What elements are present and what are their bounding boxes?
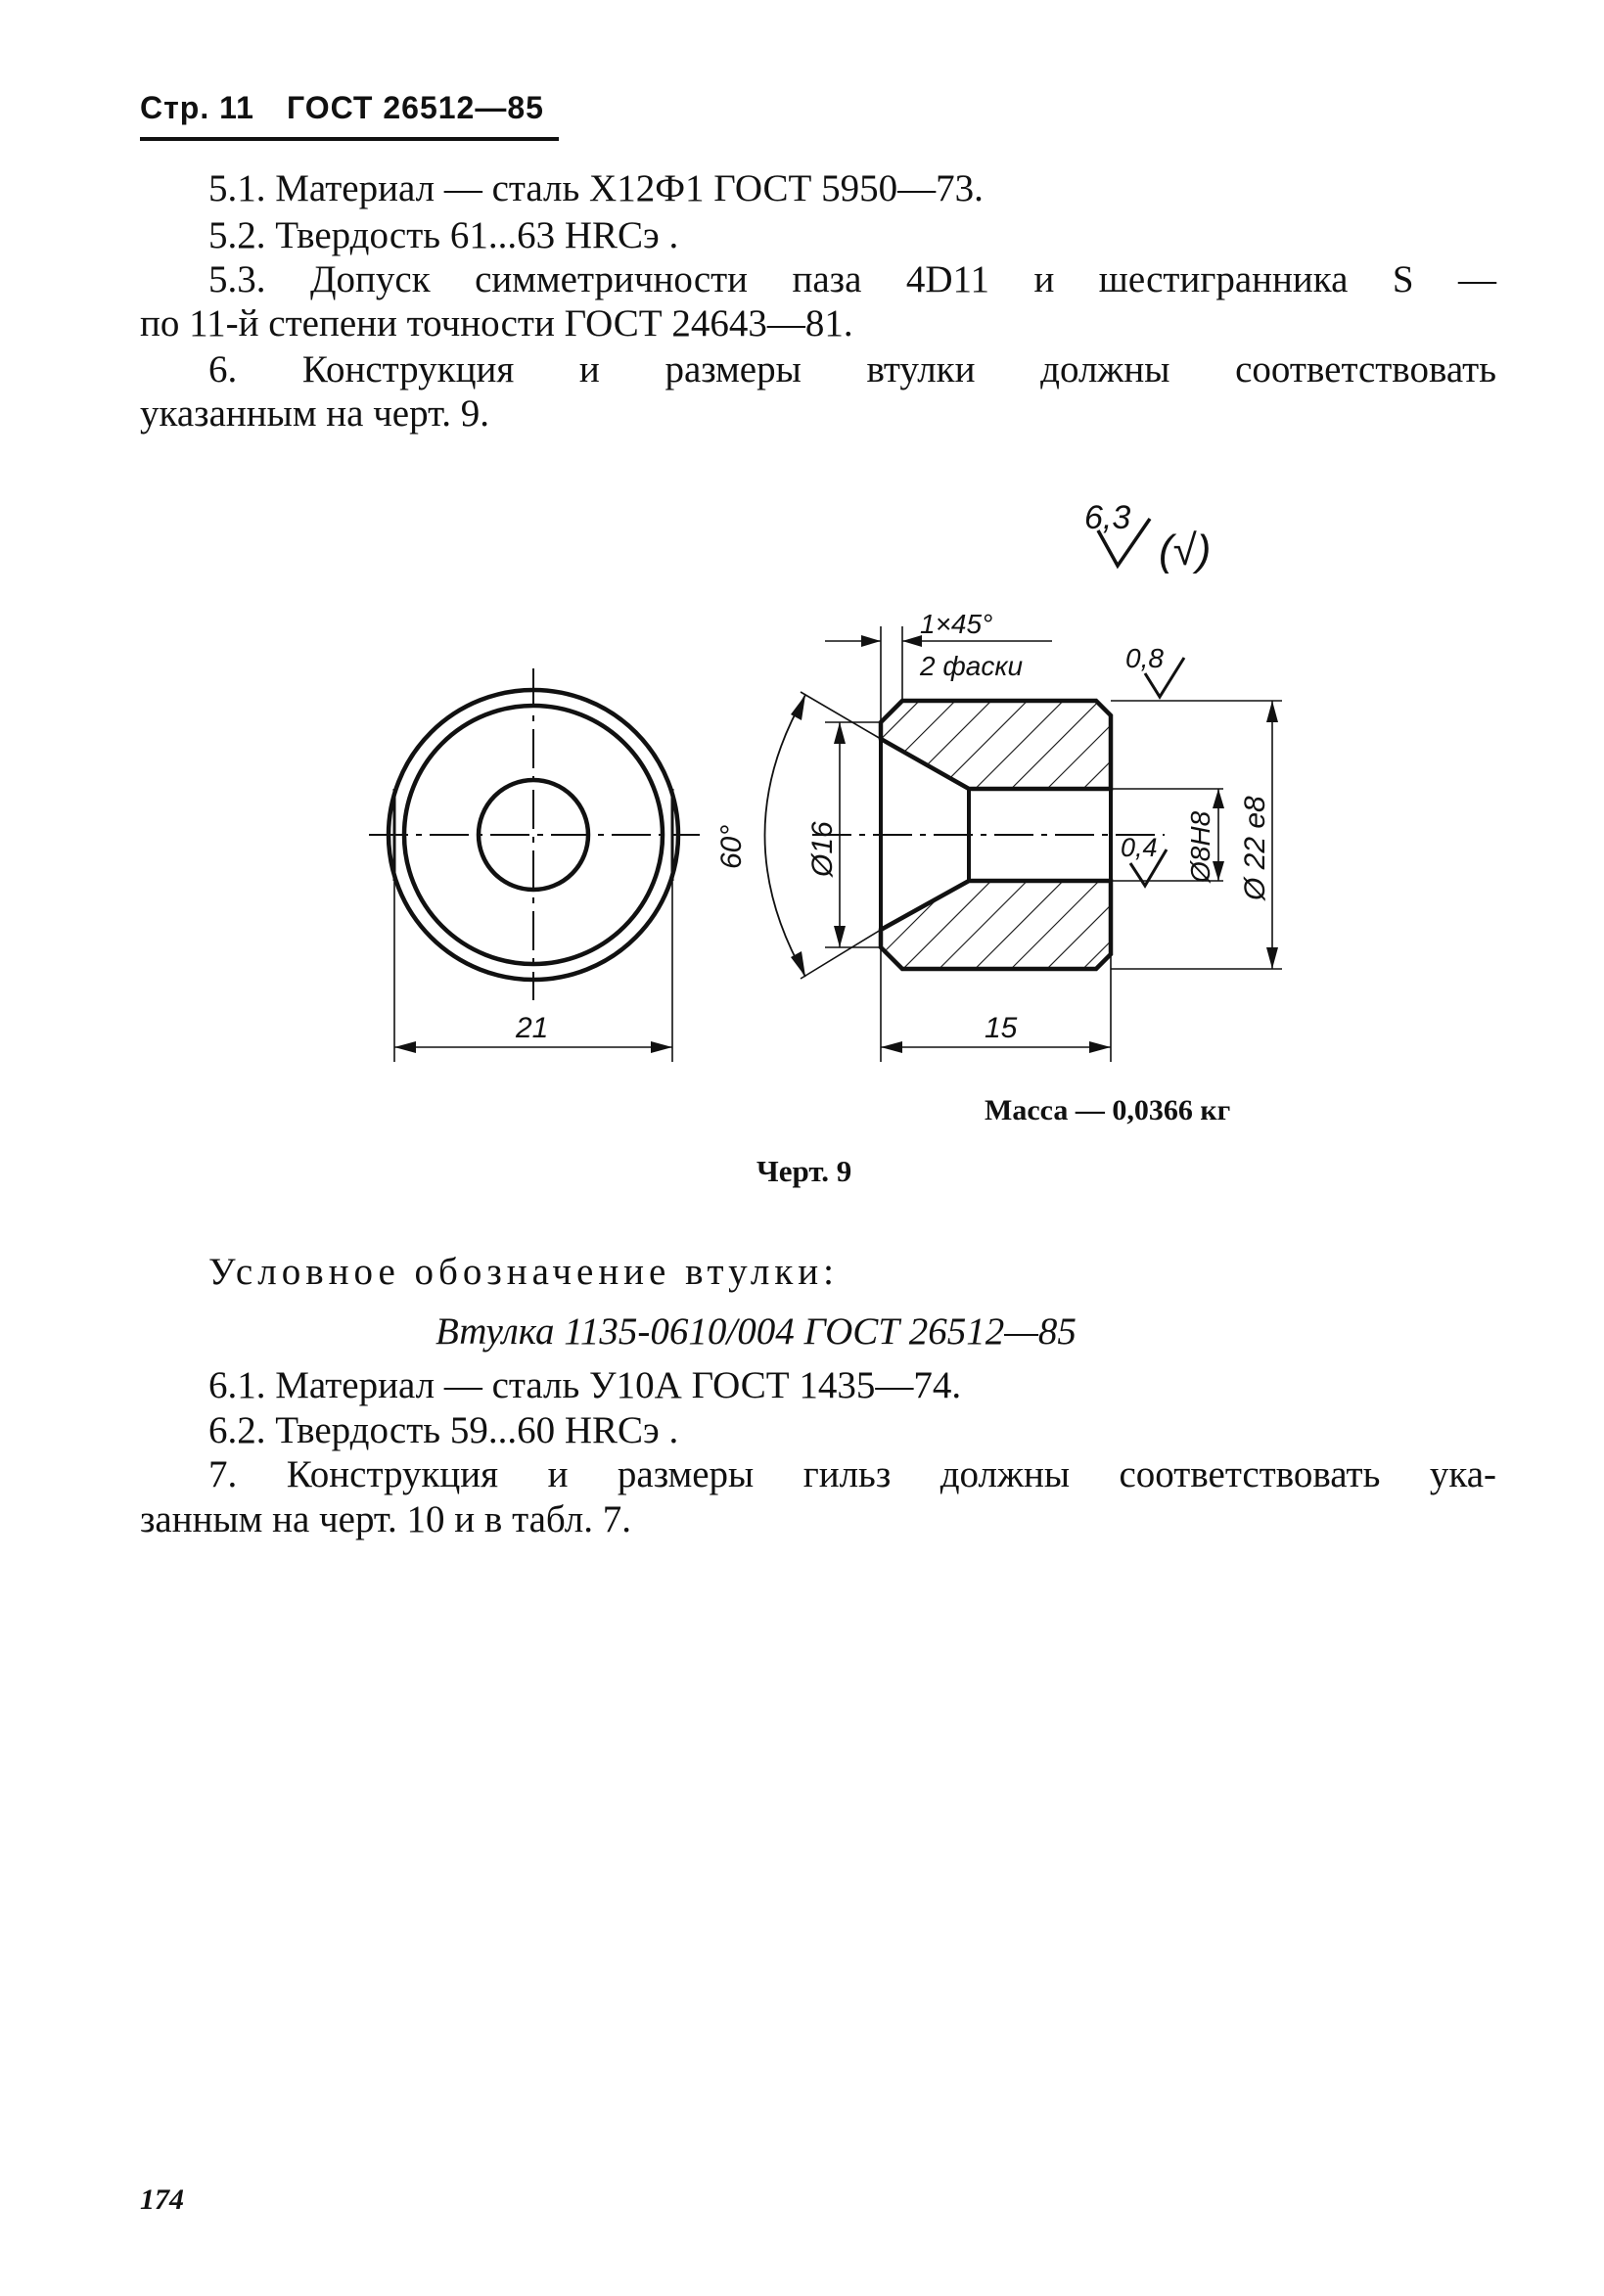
- paragraph-5-1: 5.1. Материал — сталь Х12Ф1 ГОСТ 5950—73.: [208, 167, 984, 209]
- paragraph-5-3: 5.3. Допуск симметричности паза 4D11 и шестигранника S —: [208, 258, 1496, 300]
- dim-side-label: 15: [985, 1012, 1018, 1044]
- roughness-main-value: 6,3: [1084, 499, 1131, 536]
- angle-label: 60°: [715, 824, 748, 869]
- drawing-chert-9: [0, 0, 1604, 1096]
- front-view: [369, 668, 700, 1062]
- roughness-outer-value: 0,8: [1125, 643, 1164, 673]
- paragraph-6-2: 6.2. Твердость 59...60 HRCэ .: [208, 1409, 679, 1451]
- chamfer-bottom-label: 2 фаски: [920, 651, 1024, 681]
- paragraph-6: 6. Конструкция и размеры втулки должны соответствовать: [208, 348, 1496, 390]
- paragraph-6-1: 6.1. Материал — сталь У10А ГОСТ 1435—74.: [208, 1364, 962, 1406]
- paragraph-5-2: 5.2. Твердость 61...63 HRCэ .: [208, 214, 679, 256]
- paragraph-5-3-cont: по 11-й степени точности ГОСТ 24643—81.: [140, 302, 853, 344]
- paragraph-7: 7. Конструкция и размеры гильз должны соответствовать ука-: [208, 1453, 1496, 1495]
- figure-caption: Черт. 9: [756, 1154, 852, 1188]
- roughness-rest: (√): [1159, 527, 1212, 574]
- designation-label: Условное обозначение втулки:: [208, 1251, 839, 1293]
- chamfer-top-label: 1×45°: [920, 609, 993, 639]
- header-standard: ГОСТ 26512—85: [287, 90, 544, 125]
- dim-front-label: 21: [516, 1012, 549, 1044]
- dia-bore-label: Ø8H8: [1185, 810, 1215, 883]
- paragraph-6-cont: указанным на черт. 9.: [140, 392, 489, 435]
- designation: Втулка 1135-0610/004 ГОСТ 26512—85: [435, 1310, 1077, 1353]
- section-view: [715, 609, 1282, 1062]
- header-page: Стр. 11: [140, 90, 254, 125]
- page-number: 174: [140, 2183, 184, 2216]
- roughness-symbol-general: [1084, 499, 1211, 574]
- roughness-bore-value: 0,4: [1121, 833, 1158, 862]
- dia-cone-label: Ø16: [806, 821, 839, 877]
- dia-outer-label: Ø 22 e8: [1239, 796, 1271, 900]
- paragraph-7-cont: занным на черт. 10 и в табл. 7.: [140, 1498, 631, 1540]
- mass-label: Масса — 0,0366 кг: [985, 1094, 1231, 1126]
